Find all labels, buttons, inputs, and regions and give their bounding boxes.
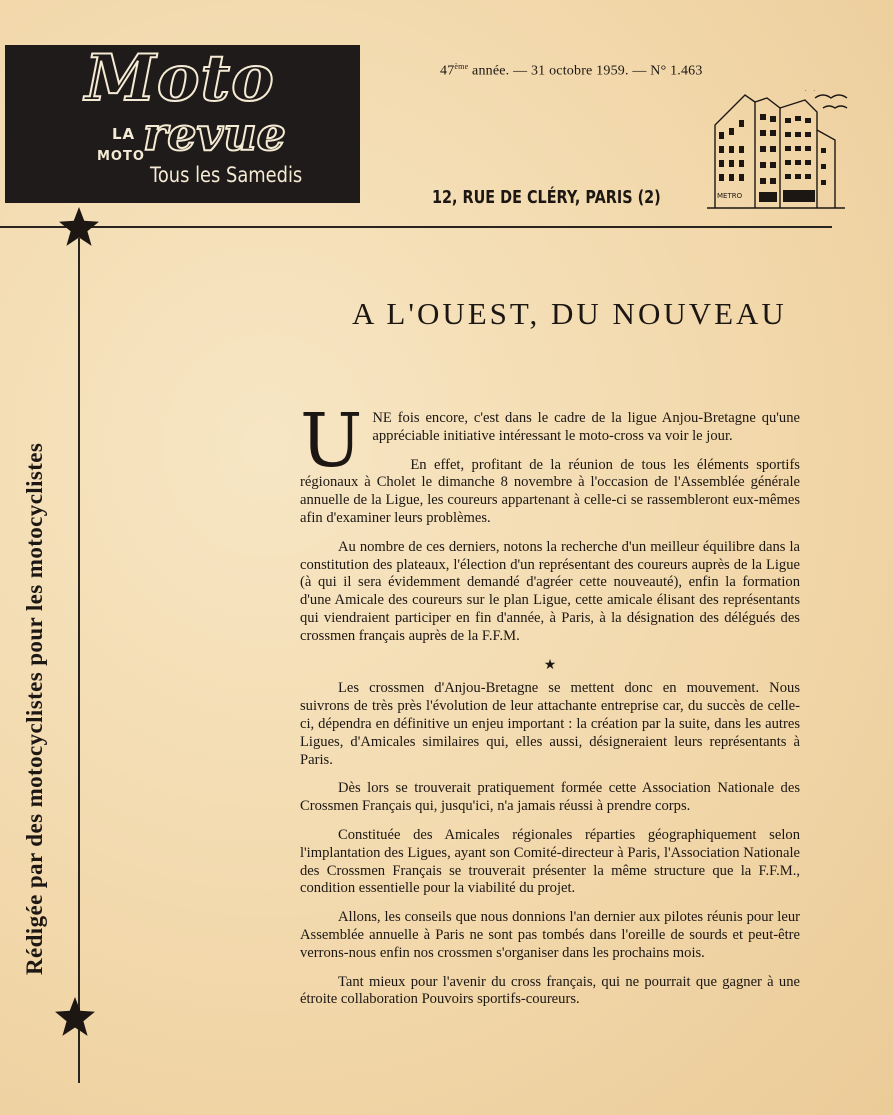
issue-year: 47	[440, 63, 455, 79]
article-headline: A L'OUEST, DU NOUVEAU	[352, 296, 787, 331]
article-paragraph: Au nombre de ces derniers, notons la recherche d'un meilleur équilibre dans la constitution des plateaux, l'élection d'un représentant des coureurs auprès de la Ligue (à qui il sera évidemment demandé d'agréer cette nouveauté), enfin la formation d'une Amicale des coureurs sur le plan Ligue, cette amicale élisant des représentants qui viendraient participer en fin d'année, à Paris, à la désignation des délégués des crossmen français auprès de la F.F.M.	[300, 538, 800, 644]
article-paragraph: En effet, profitant de la réunion de tous les éléments sportifs régionaux à Cholet le dimanche 8 novembre à l'occasion de l'Assemblée générale annuelle de la Ligue, les coureurs appartenant à celle-ci se rassembleront eux-mêmes afin d'examiner leurs problèmes.	[300, 456, 800, 526]
issue-date-number: année. — 31 octobre 1959. — N° 1.463	[468, 63, 703, 79]
article-paragraph: Dès lors se trouverait pratiquement formée cette Association Nationale des Crossmen Français qui, jusqu'ici, n'a jamais réussi à prendre corps.	[300, 780, 800, 815]
article-paragraph: Constituée des Amicales régionales réparties géographiquement selon l'implantation des Ligues, ayant son Comité-directeur à Paris, l'Association Nationale des Crossmen Français se trouverait présenter la même structure que la F.F.M., condition essentielle pour la viabilité du projet.	[300, 826, 800, 897]
article-paragraph: Allons, les conseils que nous donnions l'an dernier aux pilotes réunis pour leur Assemblée annuelle à Paris ne sont pas tombés dans l'oreille de sourds et peut-être verrons-nous enfin nos crossmen s'organiser dans les prochains mois.	[300, 909, 800, 961]
article-paragraph	[300, 398, 800, 484]
sidebar-vertical-slogan: Rédigée par des motocyclistes pour les motocyclistes	[22, 442, 47, 975]
article-paragraph: Les crossmen d'Anjou-Bretagne se mettent donc en mouvement. Nous suivrons de très près l'évolution de leur attachante entreprise car, du succès de celle-ci, dépendra en définitive un enjeu important : la création par la suite, dans les autres Ligues, d'Amicales similaires qui, elles aussi, désigneraient leurs représentants à Paris.	[300, 680, 800, 768]
metro-sign-text: METRO	[717, 192, 743, 200]
logo-moto-text: Moto	[85, 41, 275, 116]
article-body	[300, 398, 800, 1020]
issue-year-suffix: ème	[454, 62, 469, 71]
article-dropcap: U	[300, 398, 363, 484]
article-paragraph-text: NE fois encore, c'est dans le cadre de la ligue Anjou-Bretagne qu'une appréciable initiative intéressant le moto-cross va voir le jour.	[372, 410, 800, 444]
sidebar-vertical-rule	[78, 238, 80, 1083]
issue-line	[440, 62, 703, 80]
logo-la-text: LA	[112, 125, 136, 143]
masthead-tagline: Tous les Samedis	[150, 163, 303, 187]
masthead-logo-block	[5, 41, 360, 203]
article-star-separator: ★	[543, 657, 557, 673]
article-paragraph: Tant mieux pour l'avenir du cross français, qui ne pourrait que gagner à une étroite collaboration Pouvoirs sportifs-coureurs.	[300, 973, 800, 1008]
logo-moto-small-text: MOTO	[97, 149, 145, 164]
publisher-address: 12, RUE DE CLÉRY, PARIS (2)	[432, 187, 661, 208]
building-illustration	[705, 90, 850, 215]
header-horizontal-rule	[0, 226, 832, 228]
star-ornament-top-icon	[58, 206, 100, 248]
star-ornament-bottom-icon	[54, 996, 96, 1038]
logo-revue-text: revue	[143, 107, 286, 161]
